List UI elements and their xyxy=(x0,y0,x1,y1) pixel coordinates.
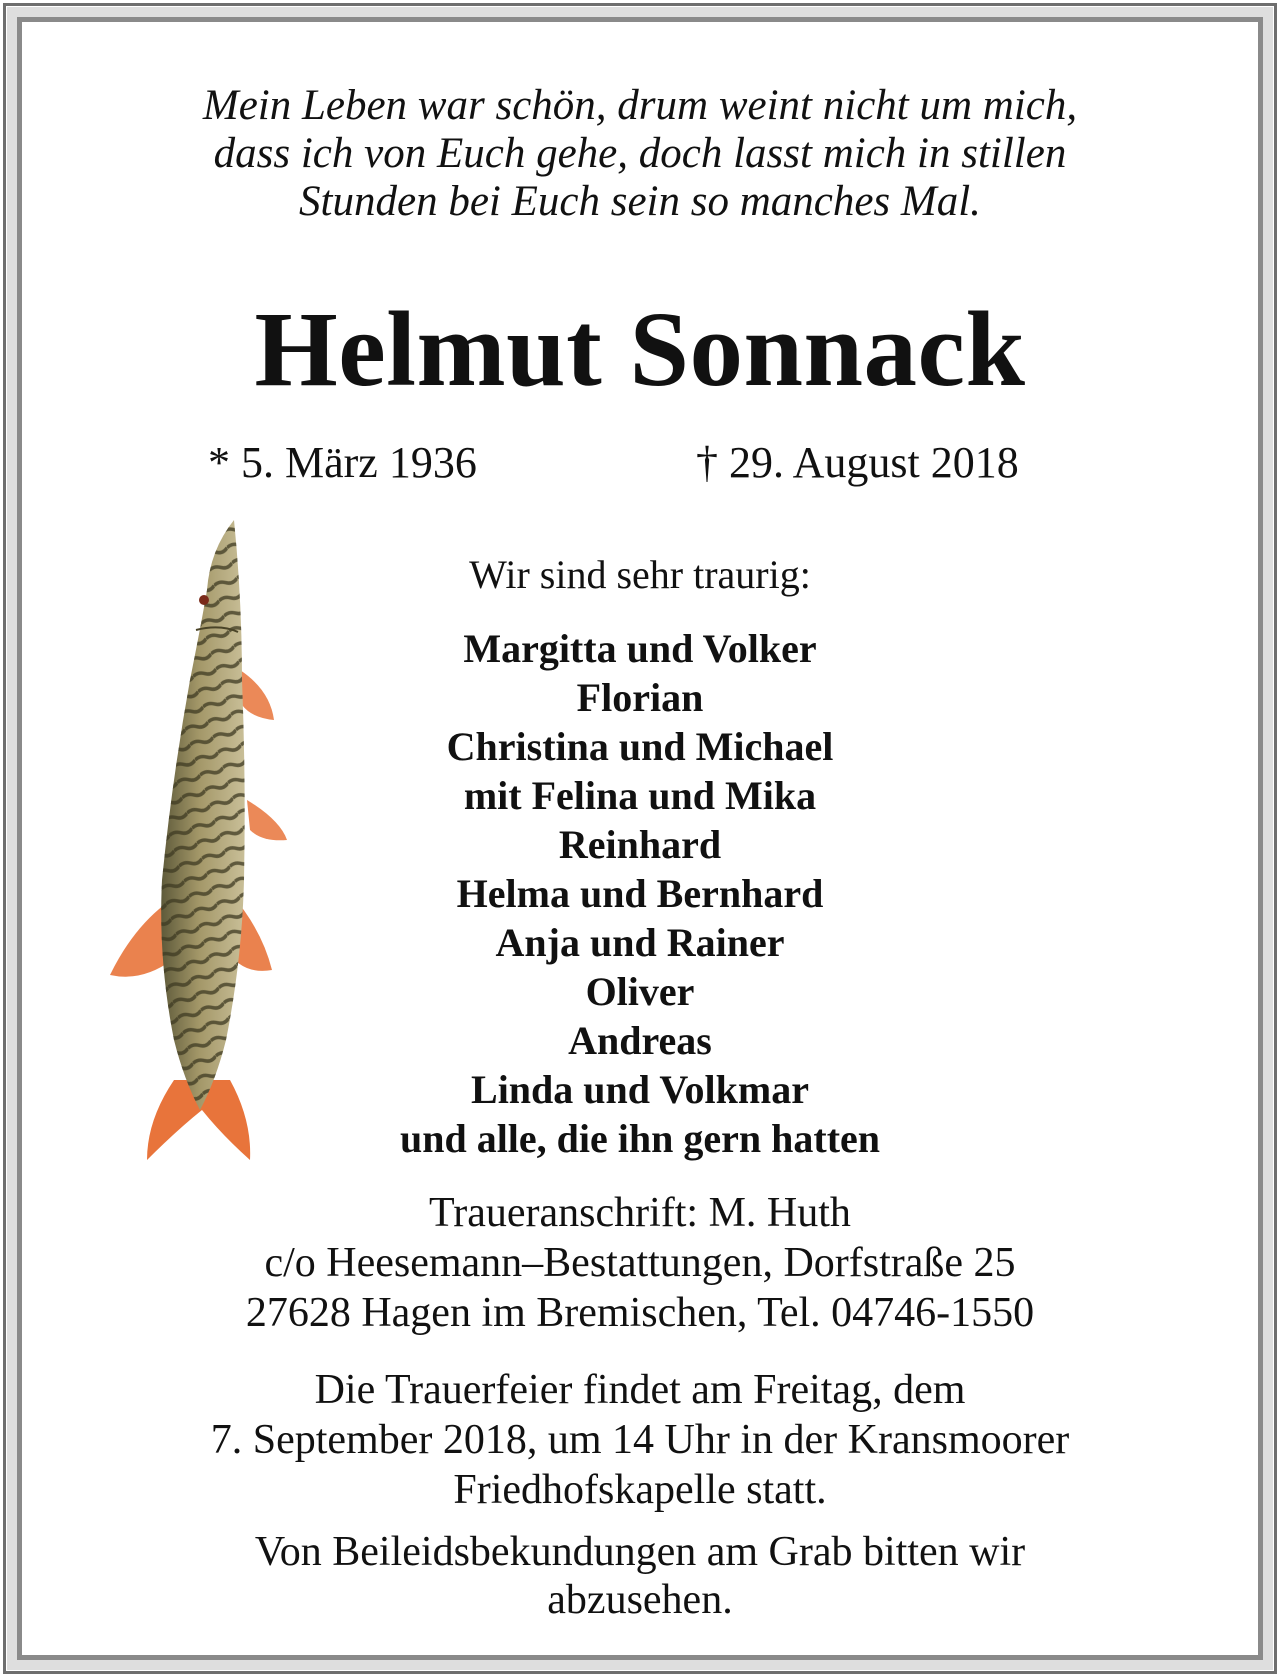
service-line: 7. September 2018, um 14 Uhr in der Kransmoorer xyxy=(210,1417,1070,1463)
list-item: Florian xyxy=(576,675,704,720)
address-line: 27628 Hagen im Bremischen, Tel. 04746-1550 xyxy=(245,1290,1035,1336)
address-line: Traueranschrift: M. Huth xyxy=(429,1190,851,1236)
condolence-note xyxy=(22,1528,1258,1624)
condolence-line: Von Beileidsbekundungen am Grab bitten wir xyxy=(254,1529,1026,1575)
address-line: c/o Heesemann–Bestattungen, Dorfstraße 25 xyxy=(264,1240,1016,1286)
memorial-poem xyxy=(22,82,1258,226)
deceased-name: Helmut Sonnack xyxy=(254,291,1026,409)
list-item: Margitta und Volker xyxy=(463,626,817,671)
list-item: Christina und Michael xyxy=(446,724,834,769)
list-item: Helma und Bernhard xyxy=(456,871,824,916)
list-item: Linda und Volkmar xyxy=(471,1067,809,1112)
mourning-address xyxy=(22,1188,1258,1338)
poem-line: Stunden bei Euch sein so manches Mal. xyxy=(299,178,981,225)
list-item: Reinhard xyxy=(558,822,722,867)
service-line: Die Trauerfeier findet am Freitag, dem xyxy=(314,1367,966,1413)
service-line: Friedhofskapelle statt. xyxy=(453,1467,827,1513)
list-item: und alle, die ihn gern hatten xyxy=(399,1116,881,1161)
obituary-content xyxy=(22,22,1258,1655)
mourner-list xyxy=(22,624,1258,1163)
poem-line: Mein Leben war schön, drum weint nicht um mich, xyxy=(202,82,1078,129)
list-item: Anja und Rainer xyxy=(495,920,785,965)
list-item: mit Felina und Mika xyxy=(463,773,817,818)
funeral-service-info xyxy=(22,1365,1258,1515)
birth-date: * 5. März 1936 xyxy=(208,438,477,487)
death-date: † 29. August 2018 xyxy=(696,438,1019,487)
condolence-line: abzusehen. xyxy=(547,1577,733,1623)
mourning-intro: Wir sind sehr traurig: xyxy=(469,552,811,597)
obituary-frame xyxy=(17,17,1263,1660)
poem-line: dass ich von Euch gehe, doch lasst mich in stillen xyxy=(213,130,1067,177)
list-item: Oliver xyxy=(585,969,695,1014)
list-item: Andreas xyxy=(568,1018,712,1063)
